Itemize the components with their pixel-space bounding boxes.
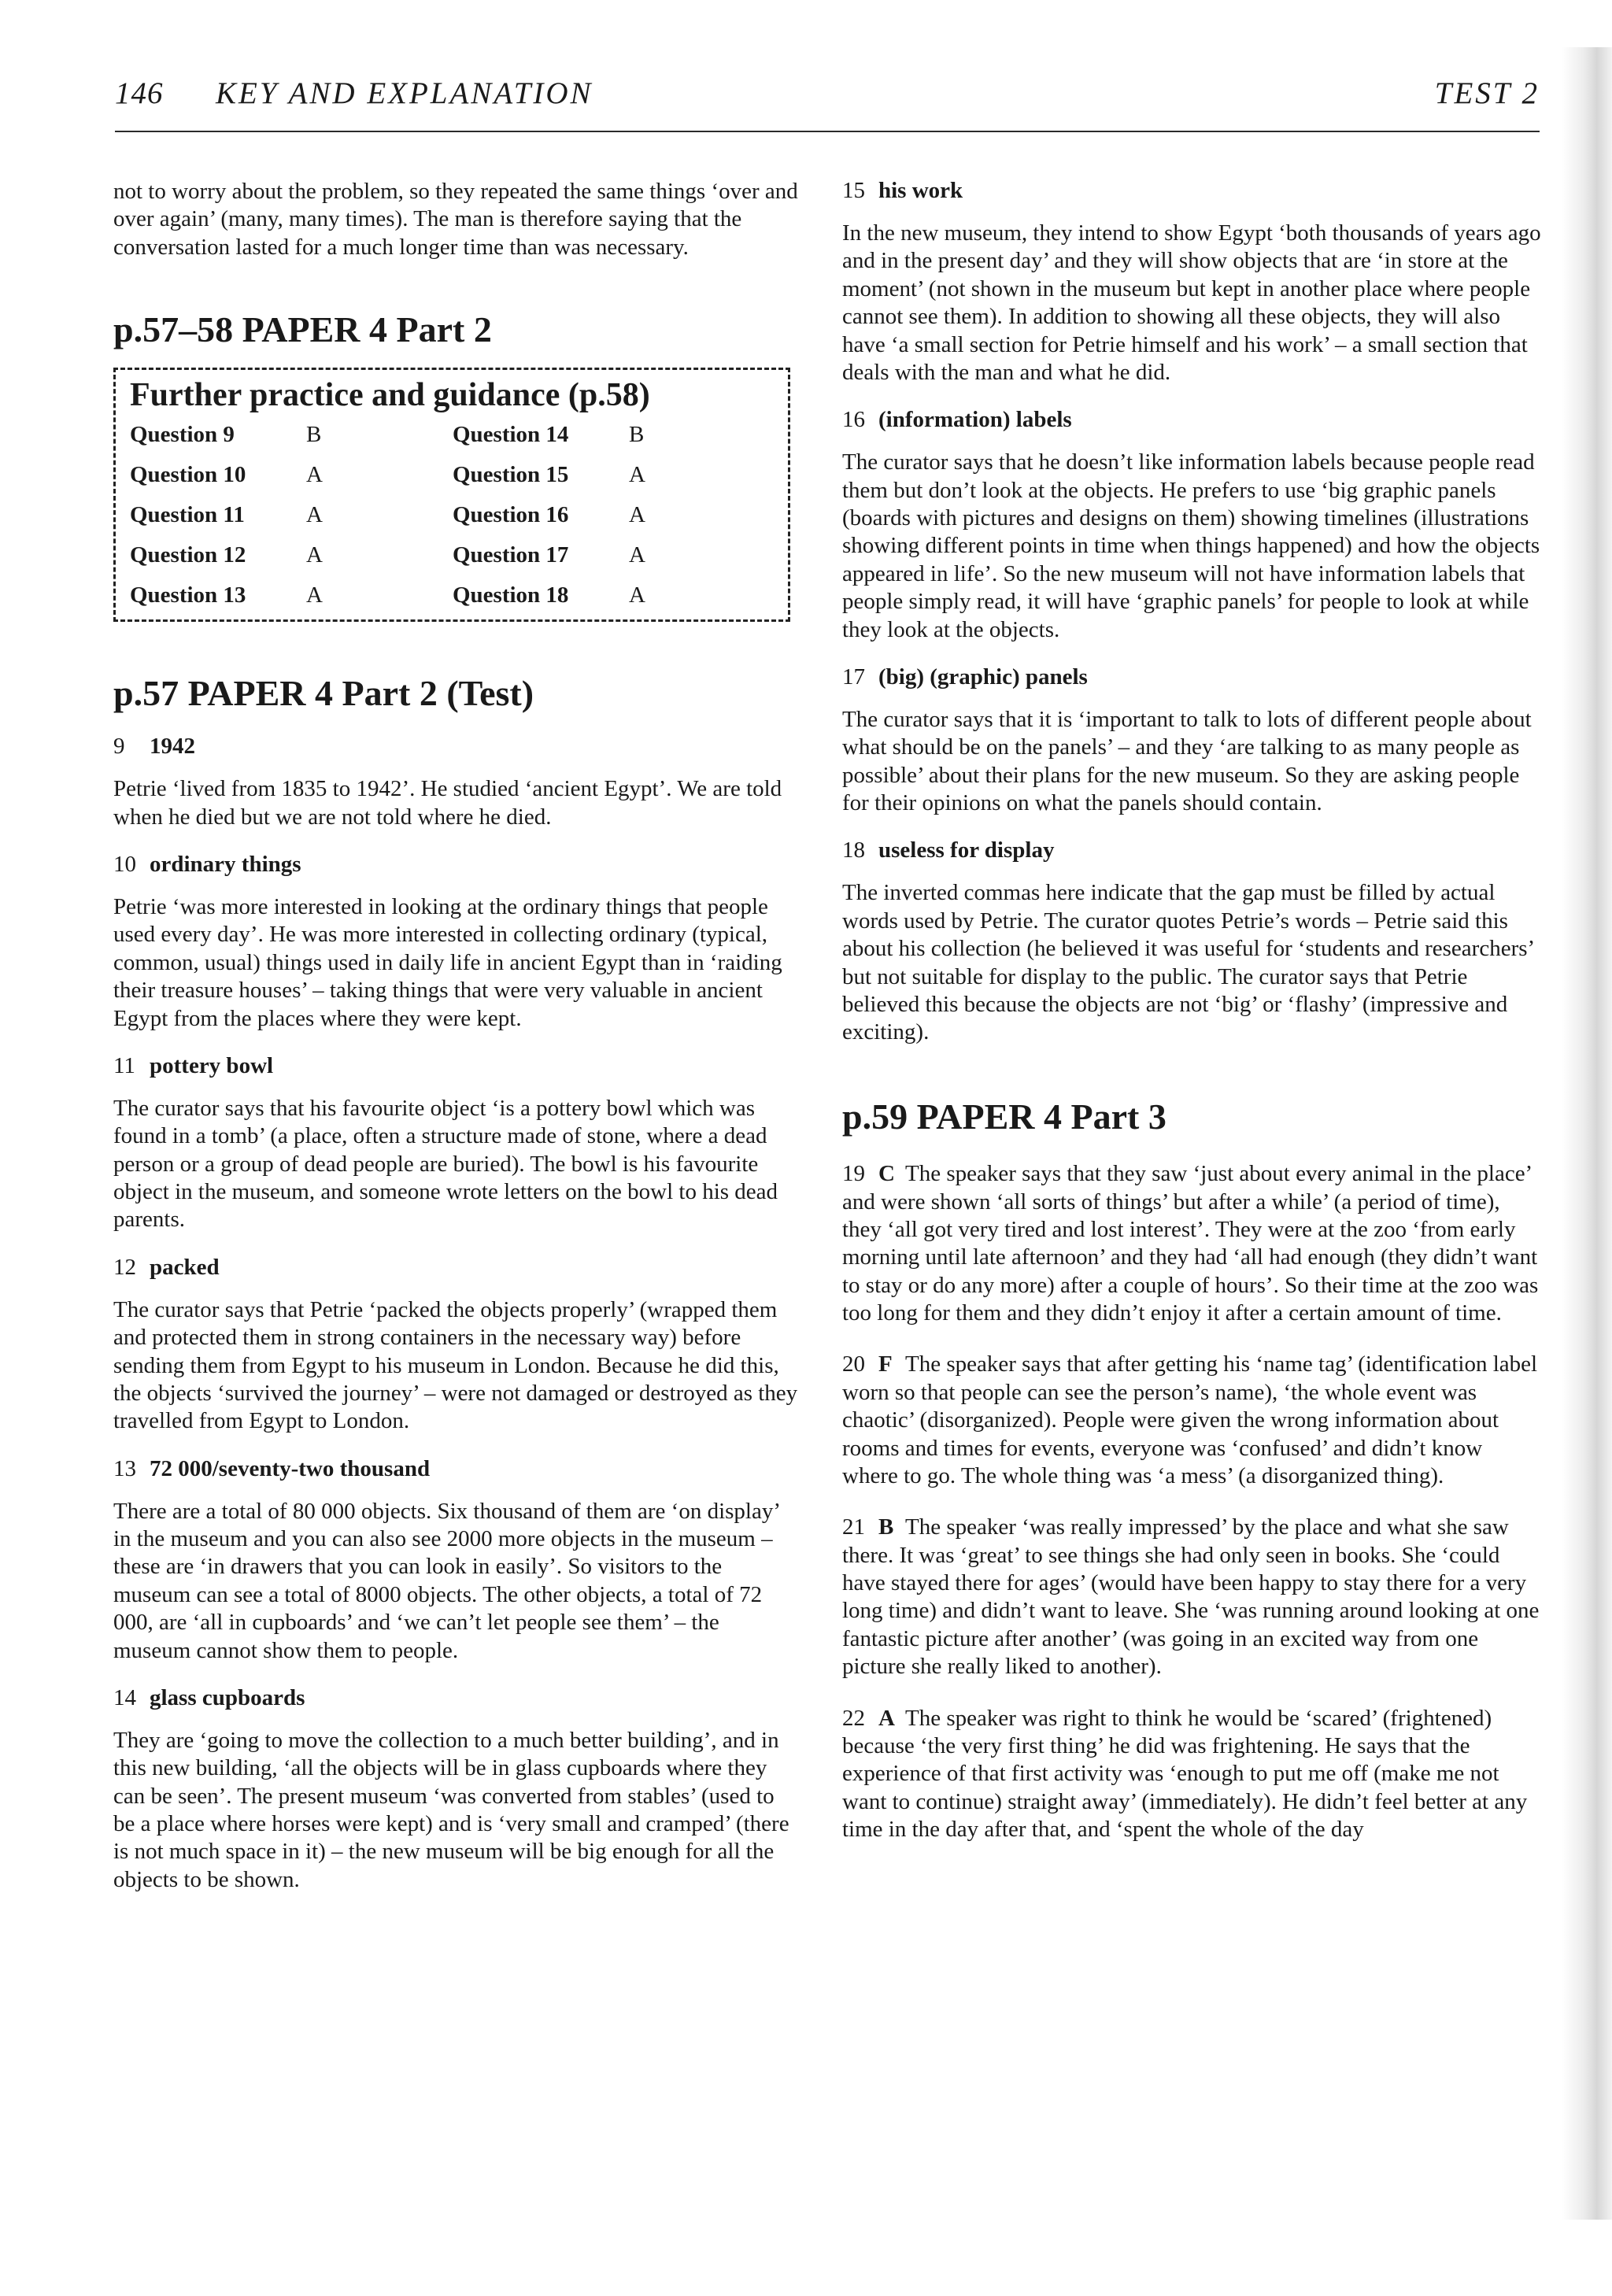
answer-heading	[842, 178, 1543, 204]
question-number: 21	[842, 1514, 865, 1540]
question-number: 14	[113, 1684, 136, 1710]
explanation-paragraph: In the new museum, they intend to show Egypt ‘both thousands of years ago and in the present day’ and they will show objects that are ‘in store at the moment’ (not shown in the museum but kept in another place where people cannot see them). In addition to showing all these objects, they will also have ‘a small section for Petrie himself and his work’ – a small section that deals with the man and what he did.	[842, 220, 1541, 385]
question-label: Question 17	[453, 542, 569, 568]
question-label: Question 11	[130, 501, 245, 527]
running-title: KEY AND EXPLANATION	[216, 76, 593, 110]
question-number: 9	[113, 734, 125, 760]
answer-heading	[842, 664, 1543, 690]
answer-letter: A	[629, 582, 645, 608]
part3-answer	[842, 1514, 1543, 1680]
section-heading: p.57 PAPER 4 Part 2 (Test)	[113, 672, 534, 713]
explanation-paragraph: There are a total of 80 000 objects. Six thousand of them are ‘on display’ in the museum and you can also see 2000 more objects in the museum – these are ‘in drawers that you can look in easily’. So visitors to the museum can see a total of 8000 objects. The other objects, a total of 72 000, are ‘all in cupboards’ and ‘we can’t let people see them’ – the museum cannot show them to people.	[113, 1498, 779, 1663]
question-number: 13	[113, 1455, 136, 1481]
answer-heading	[842, 837, 1543, 863]
question-number: 20	[842, 1351, 865, 1377]
answer-heading	[113, 1053, 798, 1079]
answer-text: ordinary things	[150, 852, 301, 878]
explanation-paragraph: The curator says that it is ‘important to talk to lots of different people about what should be on the panels’ – and they ‘are talking to as many people as possible’ about their plans for the new museum. So they are asking people for their opinions on what the panels should contain.	[842, 706, 1532, 815]
question-label: Question 15	[453, 461, 569, 487]
answer-letter: C	[878, 1161, 895, 1187]
question-label: Question 9	[130, 421, 235, 447]
answer-letter: B	[878, 1514, 894, 1540]
answer-heading	[113, 1456, 798, 1482]
answer-letter: A	[629, 461, 645, 487]
explanation-text: The speaker was right to think he would be ‘scared’ (frightened) because ‘the very first thing’ he did was frightening. He says that the experience of that first activity was ‘enough to put me off (make me not want to continue) straight away’ (immediately). He didn’t feel better at any time in the day after that, and ‘spent the whole of the day	[842, 1705, 1528, 1843]
intro-paragraph: not to worry about the problem, so they repeated the same things ‘over and over again’ (many, many times). The man is therefore saying that the conversation lasted for a much longer time than was necessary.	[113, 179, 798, 260]
answer-letter: A	[306, 542, 323, 568]
explanation-paragraph: The curator says that his favourite object ‘is a pottery bowl which was found in a tomb’ (a place, often a structure made of stone, where a dead person or a group of dead people are buried). The bowl is his favourite object in the museum, and someone wrote letters on the bowl to his dead parents.	[113, 1095, 778, 1233]
part3-answer	[842, 1705, 1543, 1844]
question-number: 12	[113, 1254, 136, 1280]
question-label: Question 12	[130, 542, 246, 568]
answer-heading	[113, 1685, 798, 1711]
explanation-paragraph: The inverted commas here indicate that the gap must be filled by actual words used by Petrie. The curator quotes Petrie’s words – Petrie said this about his collection (he believed it was useful for ‘students and researchers’ but not suitable for display to the public. The curator says that Petrie believed this because the objects are not ‘big’ or ‘flashy’ (impressive and exciting).	[842, 880, 1534, 1045]
answer-letter: A	[629, 501, 645, 527]
part3-answer	[842, 1351, 1543, 1490]
page-number: 146	[115, 76, 164, 110]
answer-heading	[113, 1255, 798, 1281]
question-number: 16	[842, 407, 865, 433]
question-number: 22	[842, 1705, 865, 1731]
part3-answer	[842, 1160, 1543, 1327]
answer-text: his work	[878, 178, 963, 203]
answer-text: glass cupboards	[150, 1684, 305, 1710]
box-title: Further practice and guidance (p.58)	[130, 376, 650, 413]
answer-letter: F	[878, 1351, 893, 1377]
question-label: Question 13	[130, 582, 246, 608]
answer-text: (information) labels	[878, 407, 1072, 433]
explanation-text: The speaker ‘was really impressed’ by the place and what she saw there. It was ‘great’ to see things she had only seen in books. She ‘could have stayed there for ages’ (would have been happy to stay there for a very long time) and didn’t want to leave. She ‘was running around looking at one fantastic picture after another’ (was going in an excited way from one picture she really liked to another).	[842, 1514, 1540, 1680]
page-edge-shadow	[1562, 47, 1612, 2220]
answer-text: (big) (graphic) panels	[878, 664, 1088, 690]
page-header	[115, 76, 1540, 132]
question-number: 17	[842, 664, 865, 690]
question-label: Question 14	[453, 421, 569, 447]
answer-letter: A	[629, 542, 645, 568]
answer-text: 1942	[150, 734, 195, 760]
explanation-paragraph: The curator says that Petrie ‘packed the objects properly’ (wrapped them and protected them in strong containers in the necessary way) before sending them from Egypt to his museum in London. Because he did this, the objects ‘survived the journey’ – were not damaged or destroyed as they travelled from Egypt to London.	[113, 1296, 798, 1434]
answer-text: 72 000/seventy-two thousand	[150, 1455, 431, 1481]
explanation-paragraph: Petrie ‘was more interested in looking at the ordinary things that people used every day’. He was more interested in collecting ordinary (typical, common, usual) things used in daily life in ancient Egypt than in ‘raiding their treasure houses’ – taking things that were very valuable in ancient Egypt from the places where they were kept.	[113, 894, 782, 1031]
question-number: 15	[842, 178, 865, 203]
answer-letter: B	[306, 421, 322, 447]
answer-text: packed	[150, 1254, 220, 1280]
answer-letter: A	[306, 582, 323, 608]
answer-letter: B	[629, 421, 645, 447]
explanation-paragraph: They are ‘going to move the collection to a much better building’, and in this new building, ‘all the objects will be in glass cupboards where they can be seen’. The present museum ‘was converted from stables’ (used to be a place where horses were kept) and is ‘very small and cramped’ (there is not much space in it) – the new museum will be big enough for all the objects to be shown.	[113, 1727, 789, 1892]
left-column	[113, 178, 798, 1894]
answer-letter: A	[306, 501, 323, 527]
question-number: 11	[113, 1052, 135, 1078]
answer-text: useless for display	[878, 837, 1055, 863]
section-heading: p.57–58 PAPER 4 Part 2	[113, 309, 492, 350]
test-label: TEST 2	[1434, 76, 1540, 110]
question-label: Question 16	[453, 501, 569, 527]
answer-text: pottery bowl	[150, 1052, 274, 1078]
answer-heading	[113, 852, 798, 878]
answer-letter: A	[878, 1705, 895, 1731]
explanation-paragraph: The curator says that he doesn’t like information labels because people read them but don’t look at the objects. He prefers to use ‘big graphic panels (boards with pictures and designs on them) showing timelines (illustrations showing different points in time when things happened) and how the objects appeared in life’. So the new museum will not have information labels that people simply read, it will have ‘graphic panels’ for people to look at while they look at the objects.	[842, 449, 1540, 642]
question-label: Question 18	[453, 582, 569, 608]
explanation-paragraph: Petrie ‘lived from 1835 to 1942’. He studied ‘ancient Egypt’. We are told when he died but we are not told where he died.	[113, 776, 782, 830]
question-label: Question 10	[130, 461, 246, 487]
answer-heading	[113, 734, 798, 760]
explanation-text: The speaker says that after getting his ‘name tag’ (identification label worn so that people can see the person’s name), ‘the whole event was chaotic’ (disorganized). People were given the wrong information about rooms and times for events, everyone was ‘confused’ and didn’t know where to go. The whole thing was ‘a mess’ (a disorganized thing).	[842, 1351, 1538, 1488]
further-practice-box	[113, 368, 790, 622]
question-number: 10	[113, 852, 136, 878]
explanation-text: The speaker says that they saw ‘just about every animal in the place’ and were shown ‘all sorts of things’ but after a while’ (a period of time), they ‘all got very tired and lost interest’. They were at the zoo ‘from early morning until late afternoon’ and they had ‘all had enough (they didn’t want to stay or do any more) after a couple of hours’. So their time at the zoo was too long for them and they didn’t enjoy it after a certain amount of time.	[842, 1161, 1539, 1326]
section-heading: p.59 PAPER 4 Part 3	[842, 1096, 1166, 1137]
question-number: 19	[842, 1161, 865, 1187]
answer-grid	[130, 422, 774, 608]
right-column	[842, 178, 1543, 1843]
question-number: 18	[842, 837, 865, 863]
answer-letter: A	[306, 461, 323, 487]
answer-heading	[842, 407, 1543, 433]
